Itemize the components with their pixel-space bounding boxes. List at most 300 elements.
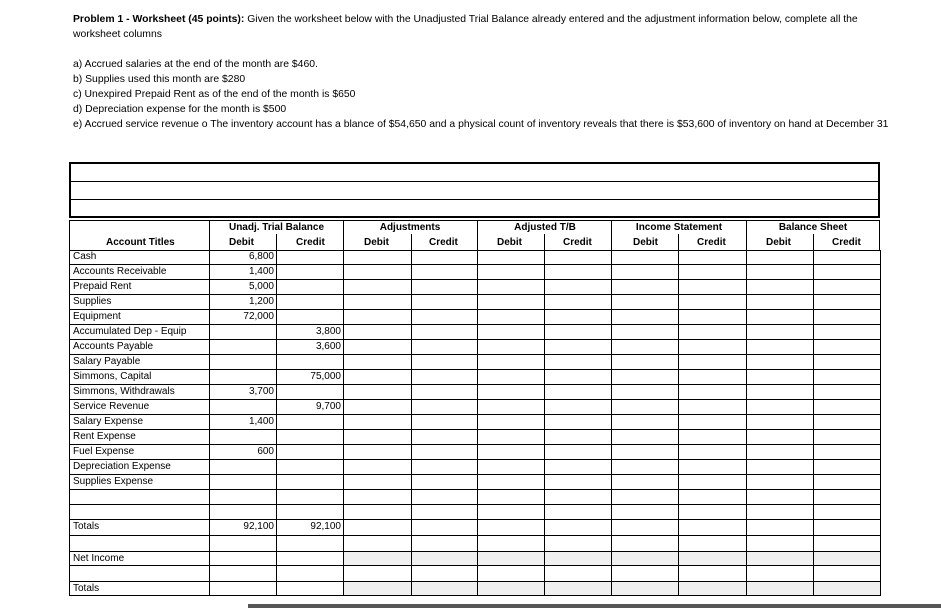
entry-cell[interactable] xyxy=(813,520,881,536)
entry-cell[interactable] xyxy=(611,536,679,552)
entry-cell[interactable] xyxy=(678,415,747,430)
entry-cell[interactable] xyxy=(746,430,814,445)
unadj-debit-cell[interactable] xyxy=(209,552,277,566)
entry-cell[interactable] xyxy=(678,250,747,265)
entry-cell[interactable] xyxy=(813,415,881,430)
entry-cell[interactable] xyxy=(343,445,412,460)
account-titles-header: Account Titles xyxy=(106,237,175,248)
problem-header xyxy=(73,12,873,42)
entry-cell[interactable] xyxy=(477,505,545,520)
entry-cell[interactable] xyxy=(813,370,881,385)
credit-header: Credit xyxy=(563,237,592,248)
account-title-cell xyxy=(69,505,210,520)
table-row xyxy=(69,490,880,505)
entry-cell[interactable] xyxy=(477,265,545,280)
entry-cell[interactable] xyxy=(411,325,478,340)
unadj-credit-cell[interactable] xyxy=(276,355,344,370)
debit-header: Debit xyxy=(497,237,522,248)
entry-cell[interactable] xyxy=(544,582,612,596)
entry-cell[interactable] xyxy=(343,325,412,340)
entry-cell[interactable] xyxy=(611,430,679,445)
unadj-credit-cell[interactable] xyxy=(276,490,344,505)
entry-cell[interactable] xyxy=(544,370,612,385)
entry-cell[interactable] xyxy=(611,310,679,325)
debit-header: Debit xyxy=(364,237,389,248)
entry-cell[interactable] xyxy=(746,385,814,400)
entry-cell[interactable] xyxy=(544,536,612,552)
unadj-debit-cell[interactable] xyxy=(209,370,277,385)
entry-cell[interactable] xyxy=(813,490,881,505)
entry-cell[interactable] xyxy=(343,295,412,310)
entry-cell[interactable] xyxy=(411,460,478,475)
grid-frame xyxy=(69,220,880,250)
account-title-cell: Accounts Receivable xyxy=(69,265,210,280)
entry-cell[interactable] xyxy=(678,385,747,400)
entry-cell[interactable] xyxy=(611,445,679,460)
entry-cell[interactable] xyxy=(611,582,679,596)
entry-cell[interactable] xyxy=(411,430,478,445)
entry-cell[interactable] xyxy=(544,295,612,310)
entry-cell[interactable] xyxy=(411,415,478,430)
adjustment-info-item: a) Accrued salaries at the end of the month are $460. xyxy=(73,59,318,70)
entry-cell[interactable] xyxy=(477,280,545,295)
entry-cell[interactable] xyxy=(411,536,478,552)
entry-cell[interactable] xyxy=(411,445,478,460)
entry-cell[interactable] xyxy=(343,400,412,415)
unadj-credit-cell[interactable] xyxy=(276,460,344,475)
heading-row[interactable] xyxy=(71,164,878,182)
account-title-cell: Simmons, Withdrawals xyxy=(69,385,210,400)
entry-cell[interactable] xyxy=(678,520,747,536)
account-title-cell xyxy=(69,566,210,582)
heading-row[interactable] xyxy=(71,182,878,200)
entry-cell[interactable] xyxy=(544,505,612,520)
entry-cell[interactable] xyxy=(611,505,679,520)
entry-cell[interactable] xyxy=(678,505,747,520)
credit-header: Credit xyxy=(832,237,861,248)
entry-cell[interactable] xyxy=(678,280,747,295)
header-divider xyxy=(611,220,612,250)
entry-cell[interactable] xyxy=(678,400,747,415)
entry-cell[interactable] xyxy=(411,520,478,536)
entry-cell[interactable] xyxy=(746,340,814,355)
entry-cell[interactable] xyxy=(813,385,881,400)
credit-header: Credit xyxy=(429,237,458,248)
table-row xyxy=(69,566,880,582)
entry-cell[interactable] xyxy=(611,385,679,400)
unadj-debit-cell[interactable]: 6,800 xyxy=(209,250,277,265)
entry-cell[interactable] xyxy=(544,355,612,370)
table-row xyxy=(69,536,880,552)
entry-cell[interactable] xyxy=(544,520,612,536)
entry-cell[interactable] xyxy=(746,445,814,460)
entry-cell[interactable] xyxy=(746,250,814,265)
entry-cell[interactable] xyxy=(611,355,679,370)
account-title-cell: Fuel Expense xyxy=(69,445,210,460)
entry-cell[interactable] xyxy=(477,355,545,370)
entry-cell[interactable] xyxy=(813,566,881,582)
entry-cell[interactable] xyxy=(746,475,814,490)
entry-cell[interactable] xyxy=(544,400,612,415)
entry-cell[interactable] xyxy=(678,295,747,310)
entry-cell[interactable] xyxy=(411,370,478,385)
unadj-credit-cell[interactable]: 3,600 xyxy=(276,340,344,355)
entry-cell[interactable] xyxy=(813,355,881,370)
entry-cell[interactable] xyxy=(544,385,612,400)
entry-cell[interactable] xyxy=(813,325,881,340)
entry-cell[interactable] xyxy=(411,340,478,355)
entry-cell[interactable] xyxy=(411,310,478,325)
group-header-unadj: Unadj. Trial Balance xyxy=(228,222,325,233)
entry-cell[interactable] xyxy=(343,370,412,385)
entry-cell[interactable] xyxy=(477,325,545,340)
unadj-credit-cell[interactable] xyxy=(276,536,344,552)
group-header-adjusted-tb: Adjusted T/B xyxy=(514,222,576,233)
entry-cell[interactable] xyxy=(678,355,747,370)
entry-cell[interactable] xyxy=(477,415,545,430)
entry-cell[interactable] xyxy=(746,400,814,415)
unadj-credit-cell[interactable]: 75,000 xyxy=(276,370,344,385)
table-row xyxy=(69,265,880,280)
entry-cell[interactable] xyxy=(411,385,478,400)
debit-header: Debit xyxy=(633,237,658,248)
unadj-credit-cell[interactable]: 9,700 xyxy=(276,400,344,415)
table-row xyxy=(69,430,880,445)
unadj-credit-cell[interactable] xyxy=(276,582,344,596)
unadj-debit-cell[interactable]: 72,000 xyxy=(209,310,277,325)
entry-cell[interactable] xyxy=(813,310,881,325)
entry-cell[interactable] xyxy=(477,566,545,582)
entry-cell[interactable] xyxy=(477,370,545,385)
header-divider xyxy=(544,234,545,250)
unadj-debit-cell[interactable] xyxy=(209,325,277,340)
entry-cell[interactable] xyxy=(611,280,679,295)
entry-cell[interactable] xyxy=(477,445,545,460)
unadj-debit-cell[interactable]: 600 xyxy=(209,445,277,460)
entry-cell[interactable] xyxy=(611,475,679,490)
header-divider xyxy=(813,234,814,250)
unadj-credit-cell[interactable] xyxy=(276,475,344,490)
entry-cell[interactable] xyxy=(411,265,478,280)
entry-cell[interactable] xyxy=(813,430,881,445)
adjustment-info-item: e) Accrued service revenue o The inventory account has a blance of $54,650 and a physical count of inventory reveals that there is $53,600 of inventory on hand at December 31 xyxy=(73,119,889,130)
entry-cell[interactable] xyxy=(611,490,679,505)
debit-header: Debit xyxy=(766,237,791,248)
table-row xyxy=(69,295,880,310)
entry-cell[interactable] xyxy=(678,475,747,490)
group-header-adjustments: Adjustments xyxy=(379,222,441,233)
entry-cell[interactable] xyxy=(678,490,747,505)
header-divider xyxy=(209,220,210,250)
unadj-credit-cell[interactable] xyxy=(276,280,344,295)
entry-cell[interactable] xyxy=(813,445,881,460)
entry-cell[interactable] xyxy=(746,325,814,340)
entry-cell[interactable] xyxy=(477,536,545,552)
entry-cell[interactable] xyxy=(746,552,814,566)
entry-cell[interactable] xyxy=(746,370,814,385)
worksheet-heading-box xyxy=(69,162,880,218)
entry-cell[interactable] xyxy=(611,400,679,415)
group-header-balance-sheet: Balance Sheet xyxy=(778,222,848,233)
unadj-credit-cell[interactable]: 92,100 xyxy=(276,520,344,536)
unadj-credit-cell[interactable] xyxy=(276,552,344,566)
unadj-debit-cell[interactable]: 1,400 xyxy=(209,415,277,430)
entry-cell[interactable] xyxy=(746,295,814,310)
entry-cell[interactable] xyxy=(343,280,412,295)
entry-cell[interactable] xyxy=(611,566,679,582)
adjustment-info-list xyxy=(73,57,888,132)
entry-cell[interactable] xyxy=(411,400,478,415)
entry-cell[interactable] xyxy=(343,415,412,430)
entry-cell[interactable] xyxy=(411,552,478,566)
entry-cell[interactable] xyxy=(678,370,747,385)
entry-cell[interactable] xyxy=(343,250,412,265)
table-row xyxy=(69,370,880,385)
entry-cell[interactable] xyxy=(813,250,881,265)
entry-cell[interactable] xyxy=(411,250,478,265)
entry-cell[interactable] xyxy=(343,582,412,596)
entry-cell[interactable] xyxy=(813,475,881,490)
entry-cell[interactable] xyxy=(411,295,478,310)
entry-cell[interactable] xyxy=(611,265,679,280)
entry-cell[interactable] xyxy=(746,265,814,280)
page-bottom-rule xyxy=(248,604,941,608)
account-title-cell: Accounts Payable xyxy=(69,340,210,355)
table-row xyxy=(69,445,880,460)
entry-cell[interactable] xyxy=(544,552,612,566)
unadj-credit-cell[interactable]: 3,800 xyxy=(276,325,344,340)
credit-header: Credit xyxy=(697,237,726,248)
unadj-debit-cell[interactable] xyxy=(209,505,277,520)
entry-cell[interactable] xyxy=(813,265,881,280)
entry-cell[interactable] xyxy=(411,566,478,582)
entry-cell[interactable] xyxy=(343,430,412,445)
unadj-debit-cell[interactable] xyxy=(209,400,277,415)
problem-instructions: Given the worksheet below with the Unadjusted Trial Balance already entered and the adjustment information below, complete all the worksheet columns xyxy=(73,14,858,40)
entry-cell[interactable] xyxy=(746,520,814,536)
table-row xyxy=(69,415,880,430)
header-divider xyxy=(411,234,412,250)
entry-cell[interactable] xyxy=(611,370,679,385)
table-row xyxy=(69,325,880,340)
table-row xyxy=(69,460,880,475)
entry-cell[interactable] xyxy=(678,536,747,552)
entry-cell[interactable] xyxy=(411,355,478,370)
entry-cell[interactable] xyxy=(411,280,478,295)
table-row xyxy=(69,552,880,566)
entry-cell[interactable] xyxy=(746,355,814,370)
entry-cell[interactable] xyxy=(411,505,478,520)
entry-cell[interactable] xyxy=(678,340,747,355)
unadj-debit-cell[interactable] xyxy=(209,355,277,370)
unadj-debit-cell[interactable]: 5,000 xyxy=(209,280,277,295)
entry-cell[interactable] xyxy=(343,490,412,505)
entry-cell[interactable] xyxy=(611,295,679,310)
unadj-credit-cell[interactable] xyxy=(276,566,344,582)
entry-cell[interactable] xyxy=(813,295,881,310)
entry-cell[interactable] xyxy=(746,415,814,430)
entry-cell[interactable] xyxy=(544,325,612,340)
entry-cell[interactable] xyxy=(544,250,612,265)
entry-cell[interactable] xyxy=(477,400,545,415)
unadj-debit-cell[interactable] xyxy=(209,430,277,445)
entry-cell[interactable] xyxy=(477,490,545,505)
account-title-cell: Service Revenue xyxy=(69,400,210,415)
unadj-credit-cell[interactable] xyxy=(276,385,344,400)
entry-cell[interactable] xyxy=(678,310,747,325)
account-title-cell: Supplies xyxy=(69,295,210,310)
entry-cell[interactable] xyxy=(678,566,747,582)
unadj-credit-cell[interactable] xyxy=(276,430,344,445)
account-title-cell: Prepaid Rent xyxy=(69,280,210,295)
entry-cell[interactable] xyxy=(343,536,412,552)
entry-cell[interactable] xyxy=(544,265,612,280)
entry-cell[interactable] xyxy=(611,520,679,536)
entry-cell[interactable] xyxy=(544,430,612,445)
adjustment-info-item: c) Unexpired Prepaid Rent as of the end of the month is $650 xyxy=(73,89,356,100)
table-row xyxy=(69,582,880,596)
account-title-cell: Cash xyxy=(69,250,210,265)
unadj-debit-cell[interactable]: 1,400 xyxy=(209,265,277,280)
account-title-cell xyxy=(69,490,210,505)
entry-cell[interactable] xyxy=(611,325,679,340)
entry-cell[interactable] xyxy=(611,460,679,475)
entry-cell[interactable] xyxy=(343,505,412,520)
account-title-cell: Totals xyxy=(69,582,210,596)
heading-row[interactable] xyxy=(71,200,878,217)
entry-cell[interactable] xyxy=(611,415,679,430)
entry-cell[interactable] xyxy=(544,490,612,505)
unadj-debit-cell[interactable] xyxy=(209,460,277,475)
debit-header: Debit xyxy=(229,237,254,248)
entry-cell[interactable] xyxy=(813,400,881,415)
account-title-cell: Salary Payable xyxy=(69,355,210,370)
account-title-cell: Equipment xyxy=(69,310,210,325)
unadj-debit-cell[interactable] xyxy=(209,490,277,505)
unadj-credit-cell[interactable] xyxy=(276,445,344,460)
entry-cell[interactable] xyxy=(343,552,412,566)
entry-cell[interactable] xyxy=(746,566,814,582)
table-row xyxy=(69,250,880,265)
entry-cell[interactable] xyxy=(477,385,545,400)
entry-cell[interactable] xyxy=(477,340,545,355)
entry-cell[interactable] xyxy=(611,250,679,265)
entry-cell[interactable] xyxy=(813,536,881,552)
entry-cell[interactable] xyxy=(746,505,814,520)
adjustment-info-item: d) Depreciation expense for the month is $500 xyxy=(73,104,287,115)
entry-cell[interactable] xyxy=(343,340,412,355)
entry-cell[interactable] xyxy=(611,552,679,566)
entry-cell[interactable] xyxy=(678,265,747,280)
entry-cell[interactable] xyxy=(343,310,412,325)
entry-cell[interactable] xyxy=(477,552,545,566)
entry-cell[interactable] xyxy=(343,520,412,536)
entry-cell[interactable] xyxy=(678,552,747,566)
unadj-credit-cell[interactable] xyxy=(276,295,344,310)
unadj-debit-cell[interactable]: 1,200 xyxy=(209,295,277,310)
entry-cell[interactable] xyxy=(678,325,747,340)
entry-cell[interactable] xyxy=(343,460,412,475)
entry-cell[interactable] xyxy=(544,415,612,430)
entry-cell[interactable] xyxy=(813,280,881,295)
entry-cell[interactable] xyxy=(343,475,412,490)
unadj-credit-cell[interactable] xyxy=(276,265,344,280)
table-row xyxy=(69,475,880,490)
unadj-credit-cell[interactable] xyxy=(276,310,344,325)
unadj-debit-cell[interactable] xyxy=(209,475,277,490)
entry-cell[interactable] xyxy=(813,340,881,355)
header-divider xyxy=(678,234,679,250)
entry-cell[interactable] xyxy=(813,505,881,520)
entry-cell[interactable] xyxy=(611,340,679,355)
unadj-debit-cell[interactable] xyxy=(209,536,277,552)
unadj-debit-cell[interactable]: 92,100 xyxy=(209,520,277,536)
table-row xyxy=(69,340,880,355)
account-title-cell: Depreciation Expense xyxy=(69,460,210,475)
unadj-debit-cell[interactable] xyxy=(209,340,277,355)
entry-cell[interactable] xyxy=(813,582,881,596)
entry-cell[interactable] xyxy=(746,536,814,552)
entry-cell[interactable] xyxy=(343,385,412,400)
entry-cell[interactable] xyxy=(477,520,545,536)
entry-cell[interactable] xyxy=(411,582,478,596)
entry-cell[interactable] xyxy=(477,460,545,475)
entry-cell[interactable] xyxy=(746,310,814,325)
entry-cell[interactable] xyxy=(813,552,881,566)
entry-cell[interactable] xyxy=(544,340,612,355)
account-title-cell: Net Income xyxy=(69,552,210,566)
entry-cell[interactable] xyxy=(746,460,814,475)
entry-cell[interactable] xyxy=(544,310,612,325)
entry-cell[interactable] xyxy=(746,582,814,596)
entry-cell[interactable] xyxy=(544,280,612,295)
entry-cell[interactable] xyxy=(544,475,612,490)
entry-cell[interactable] xyxy=(678,430,747,445)
table-row xyxy=(69,505,880,520)
entry-cell[interactable] xyxy=(544,566,612,582)
unadj-credit-cell[interactable] xyxy=(276,250,344,265)
entry-cell[interactable] xyxy=(746,490,814,505)
unadj-debit-cell[interactable] xyxy=(209,566,277,582)
unadj-debit-cell[interactable] xyxy=(209,582,277,596)
entry-cell[interactable] xyxy=(678,445,747,460)
entry-cell[interactable] xyxy=(477,250,545,265)
entry-cell[interactable] xyxy=(477,310,545,325)
entry-cell[interactable] xyxy=(746,280,814,295)
entry-cell[interactable] xyxy=(343,265,412,280)
entry-cell[interactable] xyxy=(678,582,747,596)
unadj-credit-cell[interactable] xyxy=(276,505,344,520)
entry-cell[interactable] xyxy=(678,460,747,475)
table-row xyxy=(69,400,880,415)
account-title-cell: Accumulated Dep - Equip xyxy=(69,325,210,340)
entry-cell[interactable] xyxy=(544,445,612,460)
entry-cell[interactable] xyxy=(477,295,545,310)
entry-cell[interactable] xyxy=(544,460,612,475)
unadj-debit-cell[interactable]: 3,700 xyxy=(209,385,277,400)
adjustment-info-item: b) Supplies used this month are $280 xyxy=(73,74,246,85)
entry-cell[interactable] xyxy=(411,475,478,490)
entry-cell[interactable] xyxy=(477,430,545,445)
entry-cell[interactable] xyxy=(343,355,412,370)
entry-cell[interactable] xyxy=(477,475,545,490)
entry-cell[interactable] xyxy=(477,582,545,596)
entry-cell[interactable] xyxy=(813,460,881,475)
table-row xyxy=(69,355,880,370)
entry-cell[interactable] xyxy=(411,490,478,505)
entry-cell[interactable] xyxy=(343,566,412,582)
unadj-credit-cell[interactable] xyxy=(276,415,344,430)
